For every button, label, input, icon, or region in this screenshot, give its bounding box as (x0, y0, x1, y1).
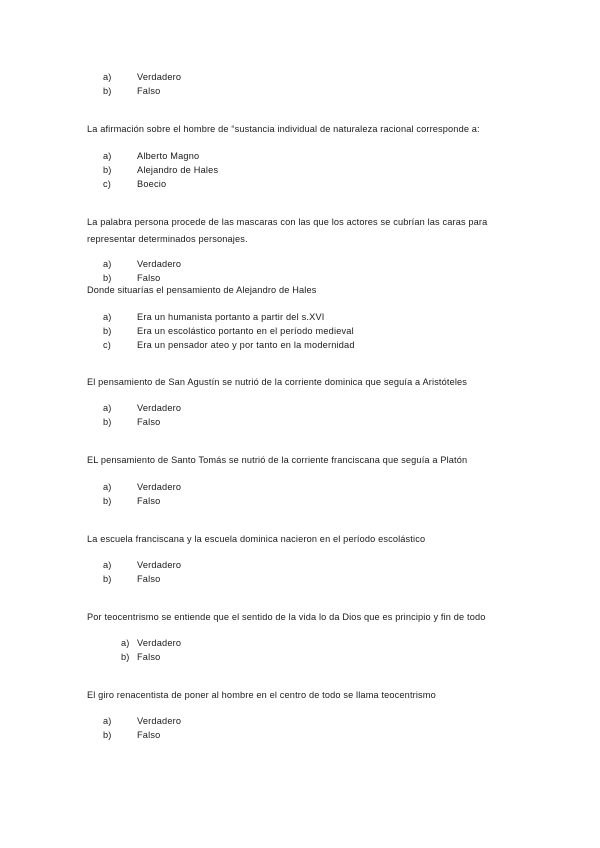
option-text: Verdadero (137, 72, 182, 82)
option-text: Alberto Magno (137, 151, 200, 161)
question-text: Donde situarías el pensamiento de Alejandro de Hales (87, 285, 317, 295)
option-text: Falso (137, 730, 161, 740)
option-text: Era un pensador ateo y por tanto en la modernidad (137, 340, 355, 350)
question-text: Por teocentrismo se entiende que el sentido de la vida lo da Dios que es principio y fin de todo (87, 612, 486, 622)
option-label: a) (103, 259, 112, 269)
option-text: Falso (137, 652, 161, 662)
option-label: b) (121, 652, 130, 662)
option-label: b) (103, 86, 112, 96)
option-label: a) (103, 403, 112, 413)
question-text: El pensamiento de San Agustín se nutrió de la corriente dominica que seguía a Aristóteles (87, 377, 468, 387)
option-label: a) (103, 72, 112, 82)
option-label: b) (103, 326, 112, 336)
option-text: Falso (137, 496, 161, 506)
option-text: Falso (137, 86, 161, 96)
option-label: b) (103, 574, 112, 584)
option-label: a) (121, 638, 130, 648)
question-text: El giro renacentista de poner al hombre en el centro de todo se llama teocentrismo (87, 690, 436, 700)
option-label: a) (103, 716, 112, 726)
option-label: a) (103, 482, 112, 492)
option-text: Verdadero (137, 403, 182, 413)
question-text: EL pensamiento de Santo Tomás se nutrió de la corriente franciscana que seguía a Platón (87, 455, 468, 465)
option-label: a) (103, 560, 112, 570)
option-label: b) (103, 165, 112, 175)
option-label: b) (103, 496, 112, 506)
option-text: Verdadero (137, 560, 182, 570)
option-label: a) (103, 151, 112, 161)
option-text: Verdadero (137, 482, 182, 492)
question-text: La palabra persona procede de las mascaras con las que los actores se cubrían las caras para representar determinados personajes. (87, 217, 488, 244)
option-text: Era un escolástico portanto en el período medieval (137, 326, 354, 336)
option-text: Boecio (137, 179, 167, 189)
option-label: b) (103, 730, 112, 740)
option-text: Falso (137, 417, 161, 427)
question-text: La escuela franciscana y la escuela dominica nacieron en el período escolástico (87, 534, 426, 544)
option-text: Verdadero (137, 259, 182, 269)
option-text: Era un humanista portanto a partir del s.XVI (137, 312, 325, 322)
option-label: a) (103, 312, 112, 322)
option-text: Verdadero (137, 638, 182, 648)
option-label: c) (103, 340, 112, 350)
option-label: b) (103, 273, 112, 283)
option-text: Falso (137, 273, 161, 283)
option-text: Falso (137, 574, 161, 584)
option-label: c) (103, 179, 112, 189)
option-text: Alejandro de Hales (137, 165, 219, 175)
question-text: La afirmación sobre el hombre de “sustancia individual de naturaleza racional corresponde a: (87, 124, 480, 134)
option-text: Verdadero (137, 716, 182, 726)
option-label: b) (103, 417, 112, 427)
